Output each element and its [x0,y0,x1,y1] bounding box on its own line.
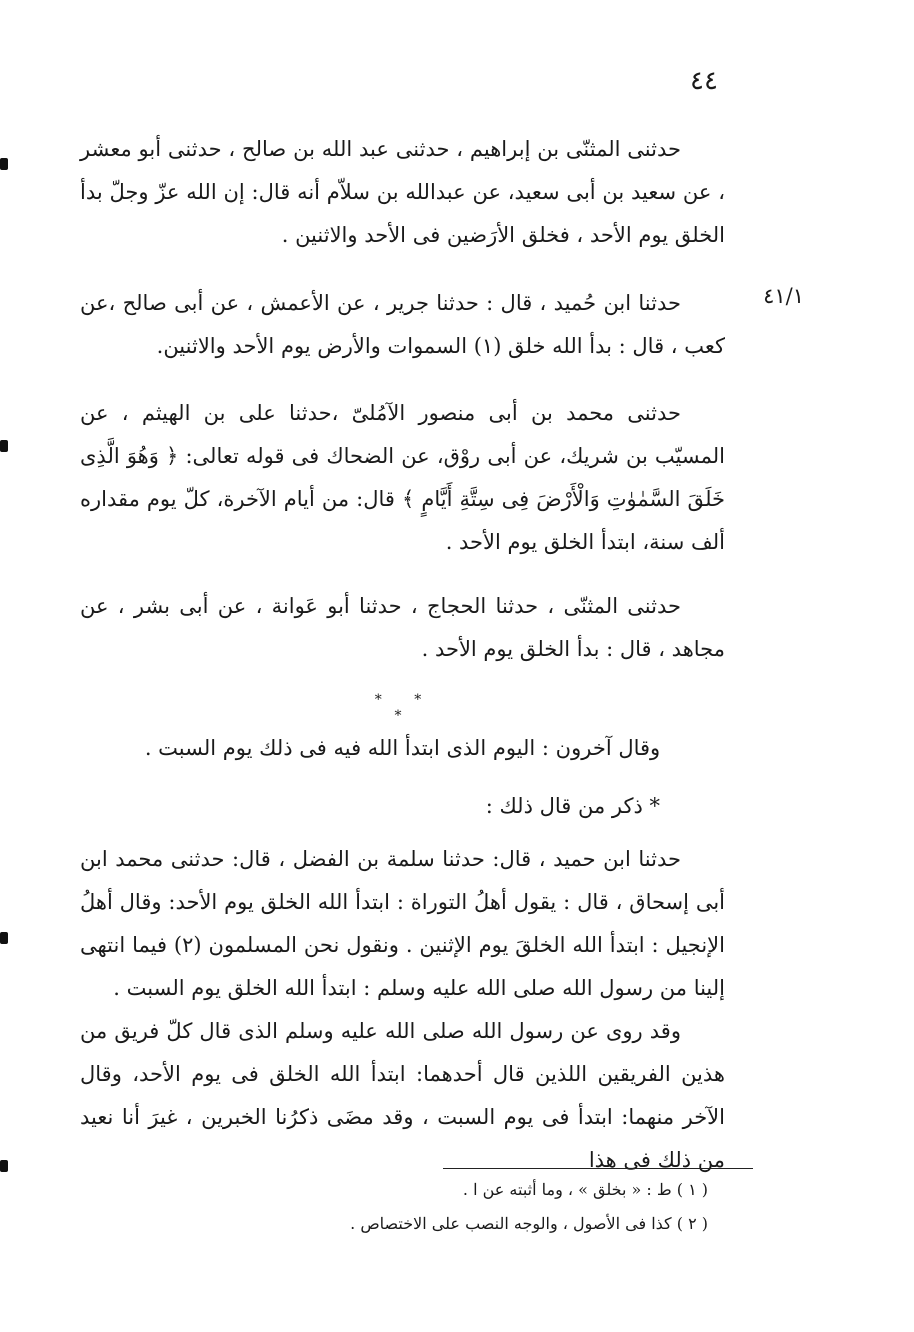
footnote-1: ( ١ ) ط : « بخلق » ، وما أثبته عن ا . [462,1180,708,1199]
paragraph-9 [80,1010,725,1182]
footnote-rule [443,1168,753,1169]
paragraph-3-text: حدثنى محمد بن أبى منصور الآمُلىّ ،حدثنا على بن الهيثم ، عن المسيّب بن شريك، عن أبى روْق، عن الضحاك فى قوله تعالى: ﴿ وَهُوَ الَّذِى خَلَقَ السَّمٰوٰتِ وَالْأَرْضَ فِى سِتَّةِ أَيَّامٍ ﴾ قال: من أيام الآخرة، كلّ يوم مقداره ألف سنة، ابتدأ الخلق يوم الأحد . [80,401,725,554]
paragraph-4 [80,585,725,671]
page-number: ٤٤ [690,66,718,96]
section-heading: * ذكر من قال ذلك : [485,794,660,818]
paragraph-6: وقال آخرون : اليوم الذى ابتدأ الله فيه فى ذلك يوم السبت . [144,736,661,760]
edge-mark [0,440,8,452]
section-separator: * * * [374,692,436,724]
edge-mark [0,158,8,170]
paragraph-8 [80,838,725,1010]
paragraph-2 [80,282,725,368]
paragraph-1 [80,128,725,257]
paragraph-2-text: حدثنا ابن حُميد ، قال : حدثنا جرير ، عن الأعمش ، عن أبى صالح ،عن كعب ، قال : بدأ الله خلق (١) السموات والأرض يوم الأحد والاثنين. [80,291,725,358]
edge-mark [0,1160,8,1172]
edge-mark [0,932,8,944]
reference-marker: ٤١/١ [763,284,804,308]
footnote-2: ( ٢ ) كذا فى الأصول ، والوجه النصب على الاختصاص . [350,1214,708,1233]
paragraph-3 [80,392,725,564]
paragraph-4-text: حدثنى المثنّى ، حدثنا الحجاج ، حدثنا أبو عَوانة ، عن أبى بشر ، عن مجاهد ، قال : بدأ الخلق يوم الأحد . [80,594,725,661]
paragraph-9-text: وقد روى عن رسول الله صلى الله عليه وسلم الذى قال كلّ فريق من هذين الفريقين اللذين قال أحدهما: ابتدأ الله الخلق فى يوم الأحد، وقال الآخر منهما: ابتدأ فى يوم السبت ، وقد مضَى ذكرُنا الخبرين ، غيرَ أنا نعيد من ذلك فى هذا [80,1019,725,1172]
paragraph-8-text: حدثنا ابن حميد ، قال: حدثنا سلمة بن الفضل ، قال: حدثنى محمد ابن أبى إسحاق ، قال : يقول أهلُ التوراة : ابتدأ الله الخلق يوم الأحد: وقال أهلُ الإنجيل : ابتدأ الله الخلقَ يوم الإثنين . ونقول نحن المسلمون (٢) فيما انتهى إلينا من رسول الله صلى الله عليه وسلم : ابتدأ الله الخلق يوم السبت . [80,847,725,1000]
paragraph-1-text: حدثنى المثنّى بن إبراهيم ، حدثنى عبد الله بن صالح ، حدثنى أبو معشر ، عن سعيد بن أبى سعيد، عن عبدالله بن سلاّم أنه قال: إن الله عزّ وجلّ بدأ الخلق يوم الأحد ، فخلق الأرَضين فى الأحد والاثنين . [80,137,725,247]
